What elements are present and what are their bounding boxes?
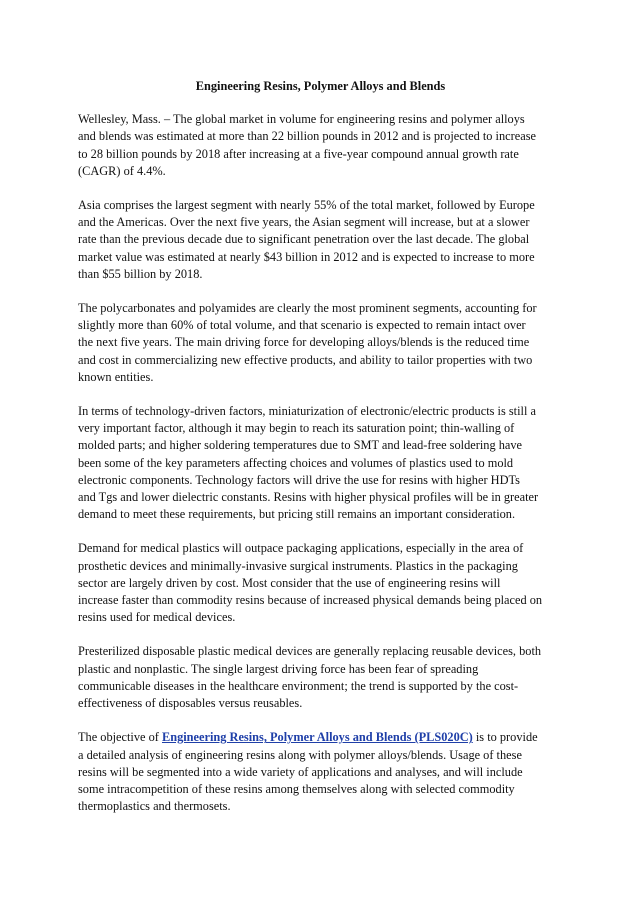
report-link[interactable]: Engineering Resins, Polymer Alloys and Blends (PLS020C) <box>161 730 473 745</box>
paragraph-medical-plastics: Demand for medical plastics will outpace packaging applications, especially in the area of prosthetic devices and minimally-invasive surgical instruments. Plastics in the packaging sector are largely driven by cost. Most consider that the use of engineering resins will increase faster than commodity resins because of increased physical demands being placed on resins used for medical devices. <box>78 541 543 625</box>
paragraph-market-volume: Wellesley, Mass. – The global market in volume for engineering resins and polymer alloys and blends was estimated at more than 22 billion pounds in 2012 and is projected to increase to 28 billion pounds by 2018 after increasing at a five-year compound annual growth rate (CAGR) of 4.4%. <box>78 112 536 178</box>
paragraph-presterilized-devices: Presterilized disposable plastic medical devices are generally replacing reusable devices, both plastic and nonplastic. The single largest driving force has been fear of spreading communicable diseases in the healthcare environment; the trend is supported by the cost- effectiveness of disposables versus reusables. <box>78 644 542 711</box>
paragraph-asia-segment: Asia comprises the largest segment with nearly 55% of the total market, followed by Europe and the Americas. Over the next five years, the Asian segment will increase, but at a slower rate than the previous decade due to significant penetration over the last decade. The global market value was estimated at nearly $43 billion in 2012 and is expected to increase to more than $55 billion by 2018. <box>78 198 535 281</box>
objective-prefix: The objective of <box>78 730 162 745</box>
paragraph-technology-factors: In terms of technology-driven factors, miniaturization of electronic/electric products is still a very important factor, although it may begin to reach its saturation point; thin-walling of molded parts; and higher soldering temperatures due to SMT and lead-free soldering have been some of the key parameters affecting choices and volumes of plastics used to mold electronic components. Technology factors will drive the use for resins with higher HDTs and Tgs and lower dielectric constants. Resins with higher physical profiles will be in greater demand to meet these requirements, but pricing still remains an important consideration. <box>78 404 539 522</box>
paragraph-objective <box>78 729 563 815</box>
document-page <box>78 78 563 832</box>
paragraph-polycarbonates: The polycarbonates and polyamides are clearly the most prominent segments, accounting for slightly more than 60% of total volume, and that scenario is expected to remain intact over the next five years. The main driving force for developing alloys/blends is the reduced time and cost in commercializing new effective products, and ability to tailor properties with two known entities. <box>78 301 537 384</box>
document-title: Engineering Resins, Polymer Alloys and Blends <box>195 79 446 93</box>
objective-suffix: is to provide a detailed analysis of engineering resins along with polymer alloys/blends. Usage of these resins will be segmented into a wide variety of applications and analyses, and will include some intracompetition of these resins among themselves along with selected commodity thermoplastics and thermosets. <box>78 730 538 814</box>
